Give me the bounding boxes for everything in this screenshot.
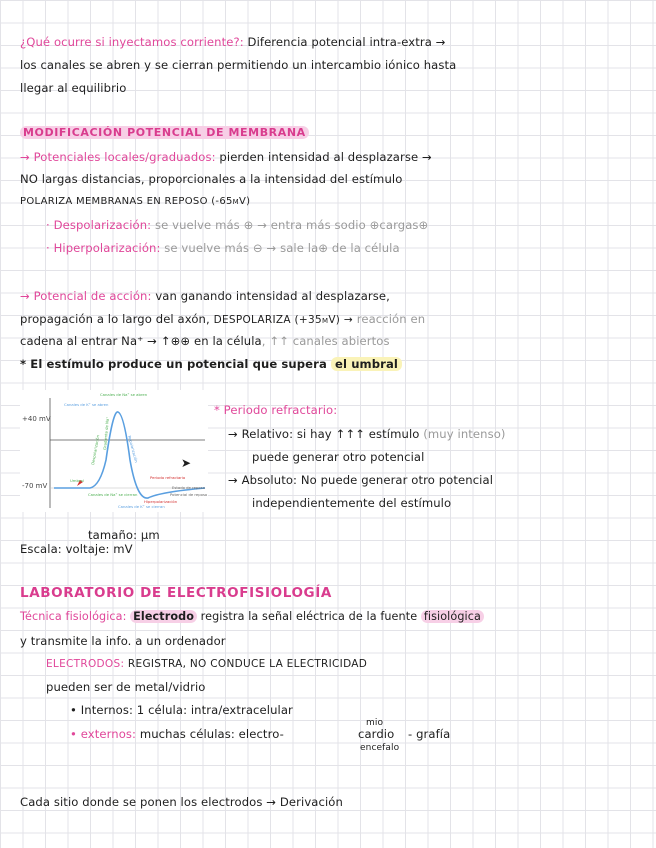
line-stimulus: * El estímulo produce un potencial que supera el umbral xyxy=(20,356,402,372)
graph-arrow-mark: ➤ xyxy=(181,456,192,470)
graph-annotation: Periodo refractario xyxy=(150,475,186,480)
graph-annotation: Canales de K⁺ se abren xyxy=(64,402,109,407)
line-text: los canales se abren y se cierran permitiendo un intercambio iónico hasta xyxy=(20,58,457,72)
prefix-cardio: cardio xyxy=(358,727,395,741)
line-local-potentials: → Potenciales locales/graduados: pierden intensidad al desplazarse → xyxy=(20,150,432,164)
graph-annotation: Gradiente de Na⁺ xyxy=(102,416,110,451)
graph-label-top: +40 mV xyxy=(22,415,51,423)
line-question xyxy=(20,34,446,50)
line-depolarization: · Despolarización: se vuelve más ⊕ → entra más sodio ⊕cargas⊕ xyxy=(46,218,429,232)
line-text: puede generar otro potencial xyxy=(252,450,425,464)
line-text: NO largas distancias, proporcionales a la intensidad del estímulo xyxy=(20,172,403,186)
question-text: ¿Qué ocurre si inyectamos corriente?: xyxy=(20,35,244,49)
line-text: pueden ser de metal/vidrio xyxy=(46,680,206,694)
line-refractory: * Periodo refractario: xyxy=(214,403,338,417)
graph-annotation: Hiperpolarización xyxy=(144,499,178,504)
section-heading-lab: LABORATORIO DE ELECTROFISIOLOGÍA xyxy=(20,585,332,601)
graph-annotation: Umbral xyxy=(70,478,84,483)
line-text: Diferencia potencial intra-extra → xyxy=(247,35,446,49)
line-text: independientemente del estímulo xyxy=(252,496,452,510)
graph-label-bottom: -70 mV xyxy=(22,482,48,490)
line-propagation: propagación a lo largo del axón, DESPOLARIZA (+35mV) → reacción en xyxy=(20,312,426,326)
line-text: y transmite la info. a un ordenador xyxy=(20,634,226,648)
action-potential-svg xyxy=(20,390,208,512)
graph-annotation: Potencial de reposo xyxy=(170,492,208,497)
graph-annotation: Repolarización xyxy=(127,434,140,464)
graph-annotation: Estado de reposo xyxy=(172,485,205,490)
scale-voltage: Escala: voltaje: mV xyxy=(20,542,133,556)
line-derivation: Cada sitio donde se ponen los electrodos → Derivación xyxy=(20,795,343,809)
section-heading-membrane: MODIFICACIÓN POTENCIAL DE MEMBRANA xyxy=(20,125,309,141)
line-technique: Técnica fisiológica: Electrodo registra la señal eléctrica de la fuente fisiológica xyxy=(20,609,484,625)
action-potential-graph xyxy=(20,390,208,512)
graph-annotation: Canales de Na⁺ se abren xyxy=(100,392,148,397)
line-hyperpolarization: · Hiperpolarización: se vuelve más ⊖ → sale la⊕ de la célula xyxy=(46,241,400,255)
line-absolute: → Absoluto: No puede generar otro potencial xyxy=(228,473,494,487)
line-external: • externos: muchas células: electro- xyxy=(70,727,284,741)
prefix-encefalo: encefalo xyxy=(360,743,400,753)
line-relative: → Relativo: si hay ↑↑↑ estímulo (muy intenso) xyxy=(228,427,506,441)
graph-annotation: Canales de Na⁺ se cierran xyxy=(88,492,138,497)
graph-annotation: Canales de K⁺ se cierran xyxy=(118,504,165,509)
line-chain: cadena al entrar Na⁺ → ↑⊕⊕ en la célula, ↑↑ canales abiertos xyxy=(20,334,390,348)
line-action-potential: → Potencial de acción: van ganando intensidad al desplazarse, xyxy=(20,289,390,303)
line-text: llegar al equilibrio xyxy=(20,81,127,95)
prefix-mio: mio xyxy=(366,718,384,728)
line-electrodes: ELECTRODOS: REGISTRA, NO CONDUCE LA ELECTRICIDAD xyxy=(46,658,368,670)
line-internal: • Internos: 1 célula: intra/extracelular xyxy=(70,703,293,717)
scale-size: tamaño: μm xyxy=(88,528,160,542)
line-polarize: POLARIZA MEMBRANAS EN REPOSO (-65mV) xyxy=(20,196,251,207)
graph-annotation: Despolarización xyxy=(90,434,101,466)
suffix-grafia: - grafía xyxy=(408,727,451,741)
